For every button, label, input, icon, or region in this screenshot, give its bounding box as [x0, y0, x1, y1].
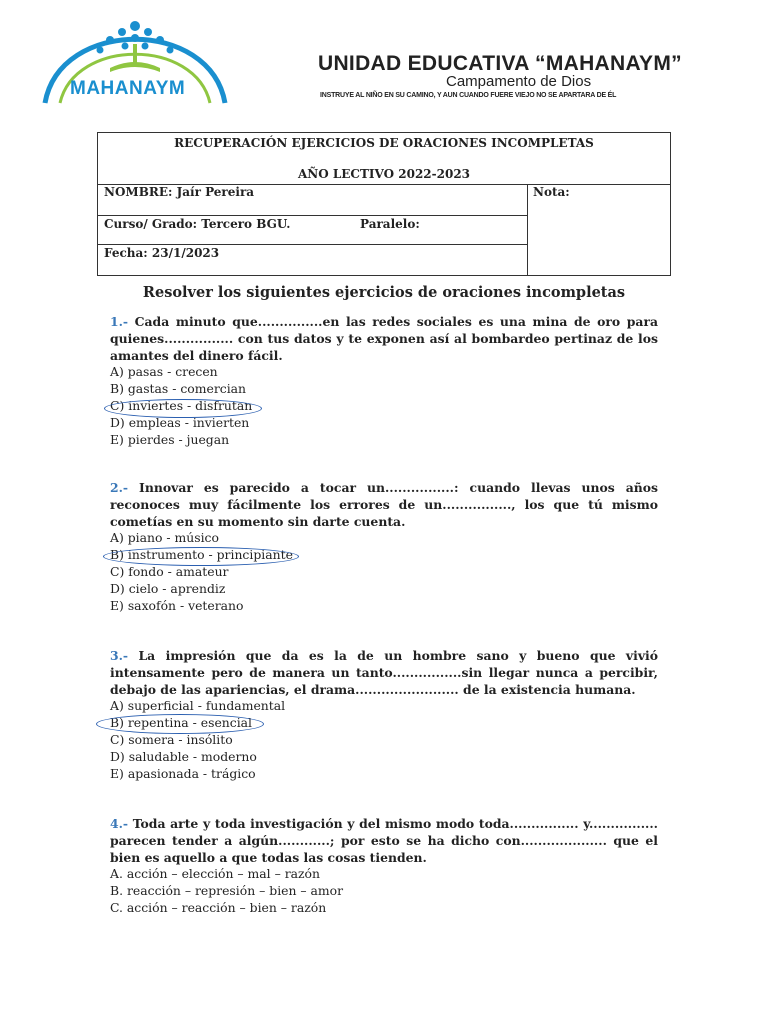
question-number: 2.-	[110, 480, 129, 495]
option: D) cielo - aprendiz	[110, 580, 226, 596]
question-stem: Toda arte y toda investigación y del mismo modo toda................ y................ parecen tender a algún............; por esto se ha dicho con.................... que el bien es aquello a que todas las cosas tienden.	[110, 816, 658, 865]
question-4	[110, 816, 658, 917]
table-divider	[527, 184, 528, 276]
option-selected: B) repentina - esencial	[110, 715, 253, 731]
answer-circle-mark	[104, 399, 262, 418]
school-motto: INSTRUYE AL NIÑO EN SU CAMINO, Y AUN CUANDO FUERE VIEJO NO SE APARTARA DE ÉL	[320, 92, 617, 99]
answer-circle-mark	[96, 714, 264, 734]
option: A. acción – elección – mal – razón	[110, 866, 320, 882]
option-selected: C) inviertes - disfrutan	[110, 397, 253, 413]
option: A) superficial - fundamental	[110, 698, 286, 714]
answer-circle-mark	[103, 547, 299, 566]
campus-subtitle: Campamento de Dios	[446, 73, 592, 90]
instructions: Resolver los siguientes ejercicios de oraciones incompletas	[142, 284, 626, 301]
brand-name: MAHANAYM	[70, 78, 186, 99]
worksheet-title: RECUPERACIÓN EJERCICIOS DE ORACIONES INCOMPLETAS	[174, 136, 594, 150]
option: E) pierdes - juegan	[110, 431, 230, 447]
option: B. reacción – represión – bien – amor	[110, 883, 344, 899]
grade-label: Nota:	[533, 185, 570, 199]
question-stem: Innovar es parecido a tocar un................: cuando llevas unos años reconoces muy fácilmente los errores de un................, los que tú mismo cometías en su momento sin darte cuenta.	[110, 480, 658, 529]
option: B) gastas - comercian	[110, 381, 247, 397]
table-divider	[98, 244, 527, 245]
question-stem: Cada minuto que...............en las redes sociales es una mina de oro para quienes................ con tus datos y te exponen así al bombardeo pertinaz de los amantes del dinero fácil.	[110, 314, 658, 363]
option: C) somera - insólito	[110, 731, 233, 747]
option-selected: B) instrumento - principiante	[110, 547, 293, 563]
school-year: AÑO LECTIVO 2022-2023	[297, 167, 471, 181]
student-name: NOMBRE: Jaír Pereira	[104, 185, 255, 199]
question-1	[110, 314, 658, 448]
parallel-label: Paralelo:	[360, 217, 420, 231]
question-stem: La impresión que da es la de un hombre sano y bueno que vivió intensamente pero de manera un tanto................sin llegar nunca a percibir, debajo de las apariencias, el drama........................ de la existencia humana.	[110, 648, 658, 697]
table-divider	[98, 215, 527, 216]
document-header	[0, 0, 768, 118]
option: D) saludable - moderno	[110, 748, 257, 764]
option: C. acción – reacción – bien – razón	[110, 899, 327, 915]
course-grade: Curso/ Grado: Tercero BGU.	[104, 217, 291, 231]
question-number: 3.-	[110, 648, 129, 663]
option: C) fondo - amateur	[110, 563, 229, 579]
student-info-table	[97, 132, 671, 276]
option: E) saxofón - veterano	[110, 597, 244, 613]
date: Fecha: 23/1/2023	[104, 246, 220, 260]
question-number: 4.-	[110, 816, 129, 831]
option: A) piano - músico	[110, 530, 219, 546]
option: A) pasas - crecen	[110, 364, 218, 380]
school-name: UNIDAD EDUCATIVA “MAHANAYM”	[318, 52, 682, 75]
option: E) apasionada - trágico	[110, 765, 256, 781]
question-number: 1.-	[110, 314, 129, 329]
option: D) empleas - invierten	[110, 414, 250, 430]
